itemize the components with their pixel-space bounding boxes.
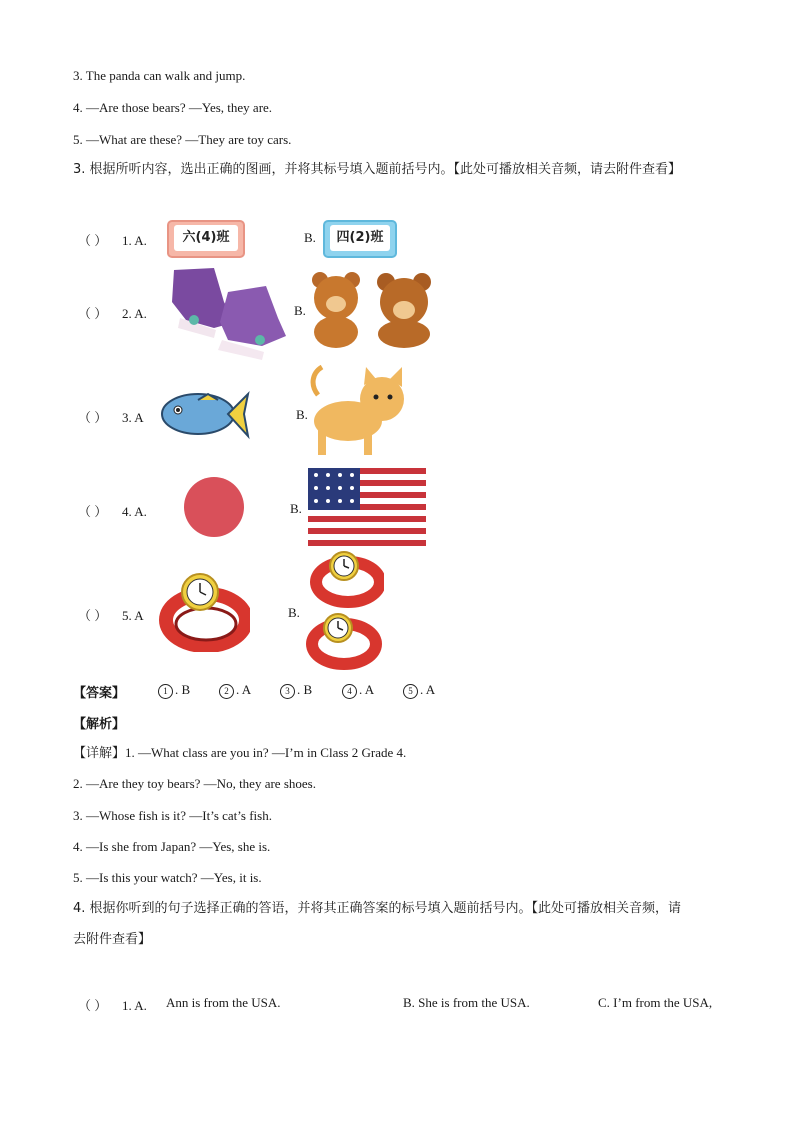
option-b-label: B. [290, 501, 302, 516]
shoes-image [166, 262, 290, 360]
watches-image [304, 548, 384, 672]
analysis-line-3: 3. —Whose fish is it? —It’s cat’s fish. [73, 808, 272, 823]
answer-item-1 [158, 682, 190, 699]
option-c-text: C. I’m from the USA, [598, 995, 713, 1010]
question-number: 4. A. [122, 504, 147, 519]
class-tag-a-image [167, 220, 245, 258]
question-row-5 [78, 605, 144, 624]
answer-value: . A [236, 682, 252, 697]
question-number: 1. A. [122, 998, 147, 1013]
answer-paren[interactable]: （ ） [78, 998, 108, 1013]
answer-label: 【答案】 [73, 686, 126, 701]
fish-image [158, 386, 250, 444]
analysis-line-2: 2. —Are they toy bears? —No, they are shoes. [73, 776, 316, 791]
top-line-4: 4. —Are those bears? —Yes, they are. [73, 100, 273, 115]
class-tag-b-text: 四(2)班 [330, 225, 390, 251]
option-b-label: B. [294, 303, 306, 318]
section4-instruction-line2: 去附件查看】 [73, 932, 152, 947]
answer-item-3 [280, 682, 312, 699]
option-b-label: B. [304, 230, 316, 245]
answer-item-2 [219, 682, 251, 699]
answer-value: . A [420, 682, 436, 697]
question-number: 1. A. [122, 233, 147, 248]
answer-paren[interactable]: （ ） [78, 410, 108, 425]
answer-item-5 [403, 682, 435, 699]
question-row-4 [78, 501, 147, 520]
usa-flag-image [308, 468, 426, 546]
top-line-3: 3. The panda can walk and jump. [73, 68, 246, 83]
section3-instruction: 3. 根据所听内容，选出正确的图画，并将其标号填入题前括号内。【此处可播放相关音频，请去附件查看】 [73, 162, 682, 177]
option-b-text: B. She is from the USA. [403, 995, 530, 1010]
answer-circle: 5 [403, 684, 418, 699]
analysis-label: 【解析】 [73, 717, 126, 732]
answer-paren[interactable]: （ ） [78, 233, 108, 248]
section4-question-row-1 [78, 995, 147, 1014]
question-row-3 [78, 407, 144, 426]
watch-image [158, 570, 250, 652]
japan-flag-image [166, 473, 262, 541]
question-row-2 [78, 303, 147, 322]
section4-instruction-line1: 4. 根据你听到的句子选择正确的答语，并将其正确答案的标号填入题前括号内。【此处可播放相关音频，请 [73, 901, 682, 916]
question-number: 5. A [122, 608, 144, 623]
question-number: 2. A. [122, 306, 147, 321]
question-number: 3. A [122, 410, 144, 425]
answer-paren[interactable]: （ ） [78, 608, 108, 623]
analysis-line-1: 【详解】1. —What class are you in? —I’m in Class 2 Grade 4. [73, 745, 407, 760]
option-b-label: B. [288, 605, 300, 620]
analysis-line-4: 4. —Is she from Japan? —Yes, she is. [73, 839, 271, 854]
top-line-5: 5. —What are these? —They are toy cars. [73, 132, 292, 147]
option-a-text: Ann is from the USA. [166, 995, 281, 1010]
answer-item-4 [342, 682, 374, 699]
answer-circle: 1 [158, 684, 173, 699]
class-tag-a-text: 六(4)班 [174, 225, 238, 251]
answer-circle: 3 [280, 684, 295, 699]
answer-paren[interactable]: （ ） [78, 504, 108, 519]
answer-value: . B [175, 682, 191, 697]
answer-value: . A [359, 682, 375, 697]
analysis-line-5: 5. —Is this your watch? —Yes, it is. [73, 870, 262, 885]
cat-image [308, 365, 408, 461]
answer-circle: 2 [219, 684, 234, 699]
answer-value: . B [297, 682, 313, 697]
question-row-1 [78, 230, 147, 249]
class-tag-b-image [323, 220, 397, 258]
option-b-label: B. [296, 407, 308, 422]
teddy-bears-image [306, 270, 434, 348]
answer-circle: 4 [342, 684, 357, 699]
answer-paren[interactable]: （ ） [78, 306, 108, 321]
